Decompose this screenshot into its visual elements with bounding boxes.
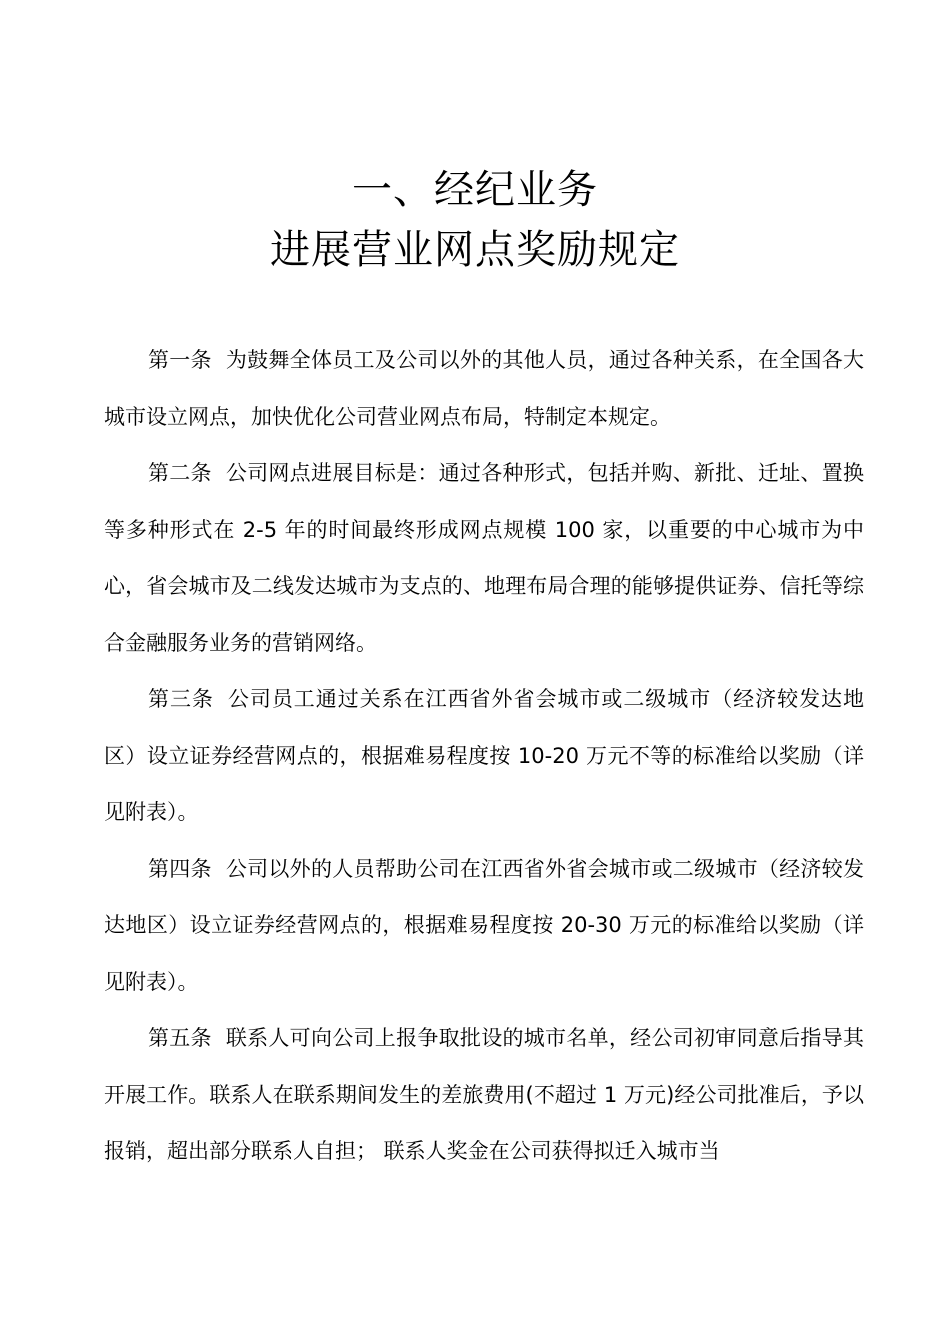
article-label: 第五条 — [148, 1026, 212, 1050]
article-4 — [104, 841, 864, 1011]
article-text: 公司以外的人员帮助公司在江西省外省会城市或二级城市（经济较发达地区）设立证券经营网点的，根据难易程度按 20-30 万元的标准给以奖励（详见附表）。 — [104, 856, 864, 994]
document-body — [104, 332, 864, 1180]
article-5 — [104, 1010, 864, 1180]
article-text: 公司网点进展目标是：通过各种形式，包括并购、新批、迁址、置换等多种形式在 2-5 年的时间最终形成网点规模 100 家，以重要的中心城市为中心，省会城市及二线发达城市为支点的、地理布局合理的能够提供证券、信托等综合金融服务业务的营销网络。 — [104, 461, 864, 655]
document-title — [0, 160, 950, 280]
article-label: 第一条 — [148, 348, 212, 372]
article-text: 为鼓舞全体员工及公司以外的其他人员，通过各种关系，在全国各大城市设立网点，加快优化公司营业网点布局，特制定本规定。 — [104, 348, 864, 429]
article-text: 联系人可向公司上报争取批设的城市名单，经公司初审同意后指导其开展工作。联系人在联系期间发生的差旅费用(不超过 1 万元)经公司批准后，予以报销，超出部分联系人自担； 联系人奖金在公司获得拟迁入城市当 — [104, 1026, 864, 1163]
article-text: 公司员工通过关系在江西省外省会城市或二级城市（经济较发达地区）设立证券经营网点的，根据难易程度按 10-20 万元不等的标准给以奖励（详见附表）。 — [104, 687, 865, 824]
article-label: 第二条 — [148, 461, 212, 485]
article-3 — [104, 671, 864, 841]
article-label: 第三条 — [148, 687, 214, 711]
article-1 — [104, 332, 864, 445]
title-line-1: 一、经纪业务 — [352, 167, 598, 213]
article-2 — [104, 445, 864, 671]
title-line-2: 进展营业网点奖励规定 — [270, 227, 680, 273]
article-label: 第四条 — [148, 856, 212, 881]
